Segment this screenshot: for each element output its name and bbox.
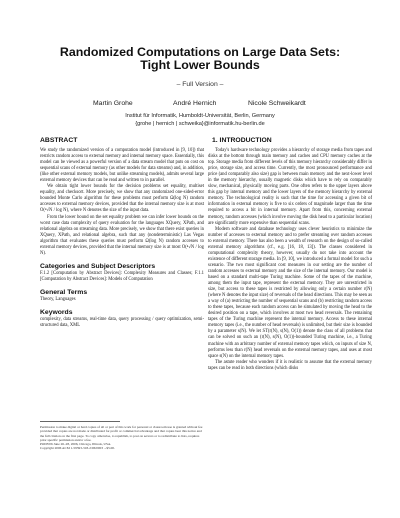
abstract-paragraph: We obtain tight lower bounds for the decision problems set equality, multiset equality, and checksort. More precisely, we show that any randomized one-sided-error bounded Monte Carlo algorithm for these problems must perform Ω(log N) random accesses to external memory devices, provided that the internal memory size is at most O(⁴√N / log N), where N denotes the size of the input data. [40,184,204,214]
categories-heading: Categories and Subject Descriptors [40,262,156,270]
copyright-line: Copyright 2006 ACM 1-59593-318-2/06/0003 ...$5.00. [40,446,115,451]
footnote-rule [40,421,120,422]
abstract-heading: ABSTRACT [40,137,78,144]
affiliation: Institut für Informatik, Humboldt-Universität, Berlin, Germany [125,113,275,119]
author-name: André Hernich [173,100,217,107]
intro-paragraph: Today's hardware technology provides a hierarchy of storage media from tapes and disks at the bottom through main memory and caches and CPU memory caches at the top. Storage media from different levels of this memory hierarchy considerably differ in price, storage size, and access time. Currently, the most pronounced performance and price (and comparably also size) gap is between main memory and the next-lower level in the memory hierarchy, usually magnetic disks which have to rely on comparably slow, mechanical, physically moving parts. One often refers to the upper layers above this gap by internal memory and the lower layers of the memory hierarchy by external memory. The technological reality is such that the time for accessing a given bit of information in external memory is five to six orders of magnitude larger than the time required to access a bit in internal memory. Apart from this, concerning external memory, random accesses (which involve moving the disk head to a particular location) are significantly more expensive than sequential scans. [208,148,372,226]
author-name: Martin Grohe [93,100,133,107]
general-terms-text: Theory, Languages [40,296,76,302]
venue-line: PODS'06 June 26–28, 2006, Chicago, Illinois, USA. [40,442,112,446]
intro-paragraph: The astute reader who wonders if it is realistic to assume that the external memory tapes can be read in both directions (which disks [208,359,372,371]
keywords-text: complexity, data streams, real-time data, query processing / query optimization, semi-structured data, XML [40,316,204,329]
paper-subtitle: – Full Version – [176,81,224,88]
categories-text: F.1.2 [Computation by Abstract Devices]: Complexity Measures and Classes; F.1.1 [Computation by Abstract Devices]: Models of Computation [40,270,204,282]
general-terms-heading: General Terms [40,288,88,296]
right-column [208,136,372,372]
paper-title-line2: Tight Lower Bounds [140,58,260,72]
paper-title-line1: Randomized Computations on Large Data Sets: [59,45,341,59]
keywords-heading: Keywords [40,308,73,316]
abstract-paragraph: From the lower bound on the set equality problem we can infer lower bounds on the worst case data complexity of query evaluation for the languages XQuery, XPath, and relational algebra on streaming data. More precisely, we show that there exist queries in XQuery, XPath, and relational algebra, such that any (nondeterministic) Las Vegas algorithm that evaluates these queries must perform Ω(log N) random accesses to external memory devices, provided that the internal memory size is at most O(⁴√N / log N). [40,214,204,256]
permission-notice: Permission to make digital or hard copies of all or part of this work for personal or classroom use is granted without fee provided that copies are not made or distributed for profit or commercial advantage and that copies bear this notice and the full citation on the first page. To copy otherwise, to republish, to post on servers or to redistribute to lists, requires prior specific permission and/or a fee. [40,425,203,442]
intro-paragraph: Modern software and database technology uses clever heuristics to minimize the number of accesses to external memory and to prefer streaming over random accesses to external memory. There has also been a wealth of research on the design of so-called external memory algorithms (cf., e.g. [16, 18, 13]). The classes considered in computational complexity theory, however, usually do not take into account the existence of different storage media. In [9, 10], we introduced a formal model for such a scenario. The two most significant cost measures in our setting are the number of random accesses to external memory and the size of the internal memory. Our model is based on a standard multi-tape Turing machine. Some of the tapes of the machine, among them the input tape, represent the external memory. They are unrestricted in size, but access to these tapes is restricted by allowing only a certain number r(N) (where N denotes the input size) of reversals of the head directions. This may be seen as a way of (a) restricting the number of sequential scans and (b) restricting random access to these tapes, because each random access can be simulated by moving the head to the desired position on a tape, which involves at most two head reversals. The remaining tapes of the Turing machine represent the internal memory. Access to these internal memory tapes (i.e., the number of head reversals) is unlimited, but their size is bounded by a parameter s(N). We let ST(r(N), s(N), O(1)) denote the class of all problems that can be solved on such an (r(N), s(N), O(1))-bounded Turing machine, i.e., a Turing machine with an arbitrary number of external memory tapes which, on inputs of size N, performs less than r(N) head reversals on the external memory tapes, and uses at most space s(N) on the internal memory tapes. [208,226,372,359]
copyright-footnote [40,421,204,451]
author-emails[interactable]: {grohe | hernich | schweika}@informatik.hu-berlin.de [135,121,265,127]
abstract-paragraph: We study the randomized version of a computation model (introduced in [9, 10]) that restricts random access to external memory and internal memory space. Essentially, this model can be viewed as a powerful version of a data stream model that puts on cost on sequential scans of external memory (as other models for data streams) and, in addition, (like other external memory models, but unlike streaming models), admits several large external memory devices that can be read and written to in parallel. [40,148,204,184]
left-column [40,136,204,329]
author-list [0,100,400,110]
author-name: Nicole Schweikardt [248,100,306,107]
introduction-heading: 1. INTRODUCTION [212,137,272,144]
